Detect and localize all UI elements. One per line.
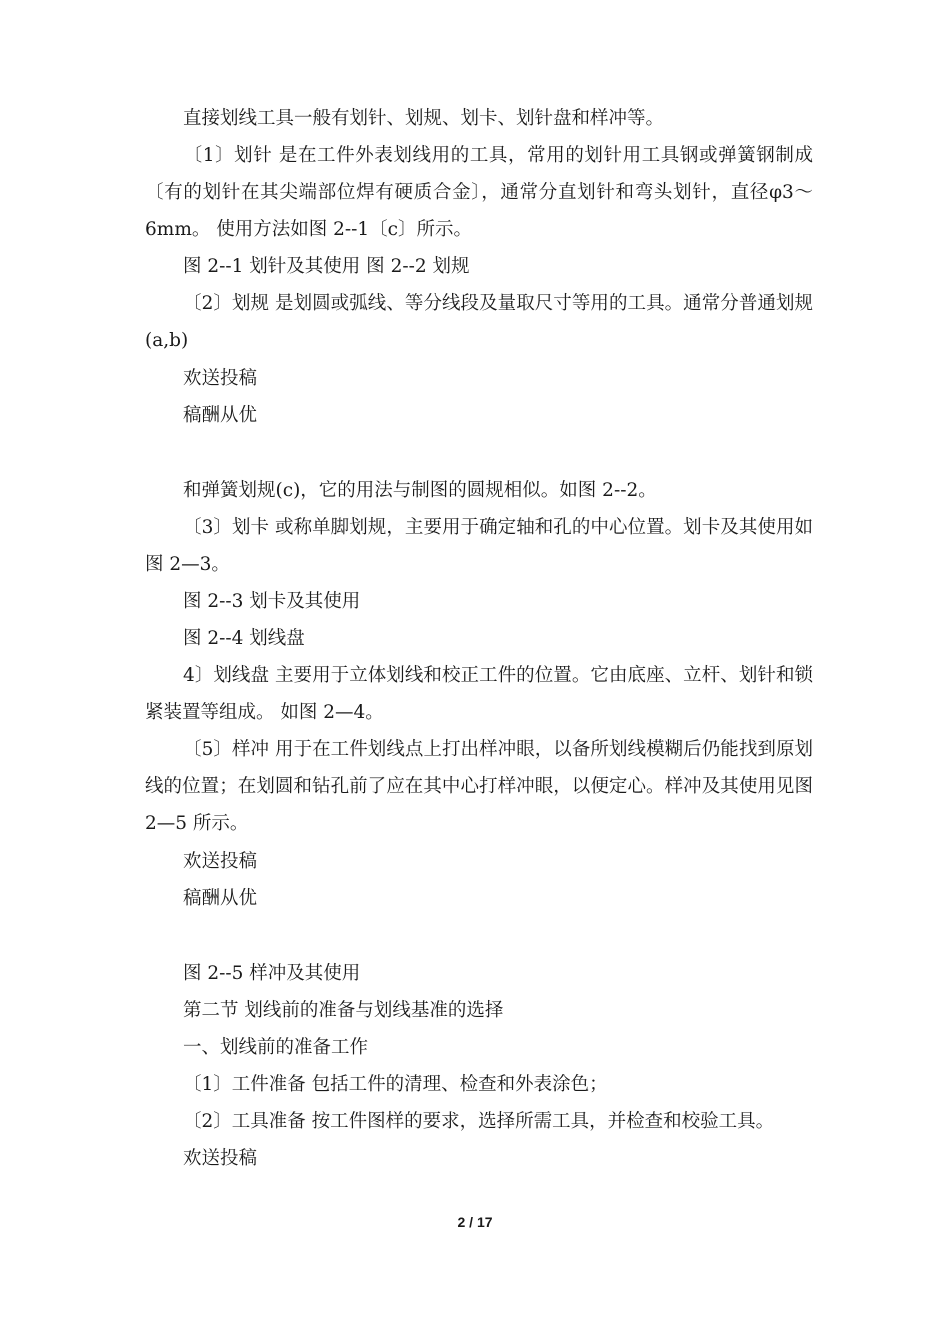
paragraph-spring-divider: 和弹簧划规(c)，它的用法与制图的圆规相似。如图 2--2。 bbox=[183, 480, 657, 501]
watermark-text-pay: 稿酬从优 bbox=[183, 405, 258, 426]
figure-caption-2-5: 图 2--5 样冲及其使用 bbox=[183, 963, 361, 984]
page-indicator: 2 / 17 bbox=[457, 1214, 493, 1230]
subsection-heading: 一、划线前的准备工作 bbox=[183, 1037, 369, 1058]
paragraph-calipers bbox=[145, 509, 813, 583]
section-heading: 第二节 划线前的准备与划线基准的选择 bbox=[183, 1000, 504, 1021]
watermark-text-pay-2: 稿酬从优 bbox=[183, 888, 258, 909]
paragraph-scriber-text: 〔1〕划针 是在工件外表划线用的工具，常用的划针用工具钢或弹簧钢制成〔有的划针在其尖端部位焊有硬质合金〕，通常分直划针和弯头划针，直径φ3～6mm。 使用方法如图 2--1〔c〕所示。 bbox=[145, 145, 813, 240]
paragraph-center-punch bbox=[145, 731, 813, 842]
paragraph-surface-gauge-text: 4〕划线盘 主要用于立体划线和校正工件的位置。它由底座、立杆、划针和锁紧装置等组成。 如图 2—4。 bbox=[145, 665, 813, 723]
watermark-text-welcome: 欢送投稿 bbox=[183, 368, 258, 389]
paragraph-divider-text: 〔2〕划规 是划圆或弧线、等分线段及量取尺寸等用的工具。通常分普通划规(a,b) bbox=[145, 293, 813, 351]
figure-caption-2-3: 图 2--3 划卡及其使用 bbox=[183, 591, 361, 612]
paragraph-intro: 直接划线工具一般有划针、划规、划卡、划针盘和样冲等。 bbox=[183, 108, 665, 129]
list-item-tool-prep: 〔2〕工具准备 按工件图样的要求，选择所需工具，并检查和校验工具。 bbox=[183, 1111, 775, 1132]
paragraph-scriber bbox=[145, 137, 813, 248]
paragraph-surface-gauge bbox=[145, 657, 813, 731]
paragraph-center-punch-text: 〔5〕样冲 用于在工件划线点上打出样冲眼，以备所划线模糊后仍能找到原划线的位置；在划圆和钻孔前了应在其中心打样冲眼，以便定心。样冲及其使用见图 2—5 所示。 bbox=[145, 739, 813, 834]
figure-caption-2-1-2-2: 图 2--1 划针及其使用 图 2--2 划规 bbox=[183, 256, 470, 277]
watermark-text-welcome-2: 欢送投稿 bbox=[183, 851, 258, 872]
figure-caption-2-4: 图 2--4 划线盘 bbox=[183, 628, 305, 649]
paragraph-divider bbox=[145, 285, 813, 359]
list-item-workpiece-prep: 〔1〕工件准备 包括工件的清理、检查和外表涂色； bbox=[183, 1074, 608, 1095]
paragraph-calipers-text: 〔3〕划卡 或称单脚划规，主要用于确定轴和孔的中心位置。划卡及其使用如图 2—3。 bbox=[145, 517, 813, 575]
watermark-text-welcome-3: 欢送投稿 bbox=[183, 1148, 258, 1169]
